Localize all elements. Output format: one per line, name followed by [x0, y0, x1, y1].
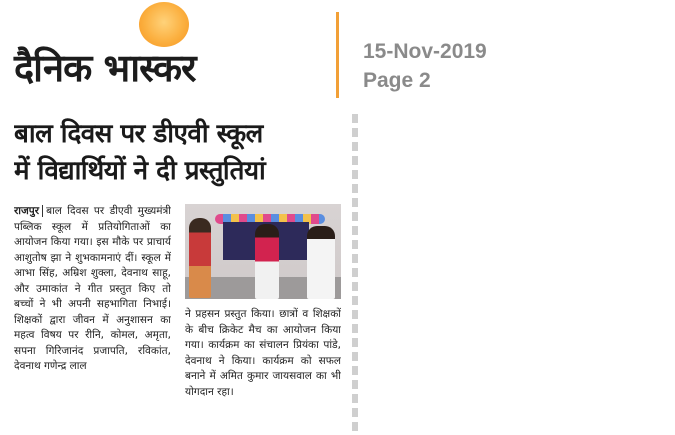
performer-figure — [255, 224, 279, 299]
headline-line-1: बाल दिवस पर डीएवी स्कूल — [14, 119, 263, 149]
news-clipping — [0, 108, 360, 435]
adjacent-column-edge — [352, 114, 358, 432]
article-photo — [185, 204, 341, 299]
newspaper-logo: दैनिक भास्कर — [14, 46, 196, 90]
article-column-2: ने प्रहसन प्रस्तुत किया। छात्रों व शिक्षकों के बीच क्रिकेट मैच का आयोजन किया गया। कार्यक्रम का संचालन प्रियंका पांडे, देवनाथ ने किया। कार्यक्रम को सफल बनाने में अमित कुमार जायसवाल का भी योगदान रहा। — [185, 308, 341, 398]
column-1-text: बाल दिवस पर डीएवी मुख्यमंत्री पब्लिक स्कूल में प्रतियोगिताओं का आयोजन किया गया। इस मौके पर प्राचार्य आशुतोष झा ने शुभकामनाएं दीं। स्कूल में आभा सिंह, अम्रिश शुक्ला, देवनाथ साहू, और उमाकांत ने गीत प्रस्तुत किए तो बच्चों ने भी अपनी सहभागिता निभाई। शिक्षकों द्वारा जीवन में अनुशासन का महत्व विषय पर रीनि, कोमल, अमृता, सपना गिरिजानंद प्रजापति, रविकांत, देवनाथ गणेन्द्र लाल — [14, 205, 171, 372]
article-column-1 — [14, 204, 171, 429]
masthead — [0, 0, 675, 108]
header-divider — [336, 12, 339, 98]
dateline: राजपुर — [14, 205, 43, 217]
publication-date: 15-Nov-2019 — [363, 40, 487, 63]
performer-figure — [307, 226, 335, 299]
performer-figure — [189, 218, 211, 298]
headline-line-2: में विद्यार्थियों ने दी प्रस्तुतियां — [14, 156, 266, 186]
article-headline — [14, 116, 344, 190]
page-number: Page 2 — [363, 69, 431, 92]
